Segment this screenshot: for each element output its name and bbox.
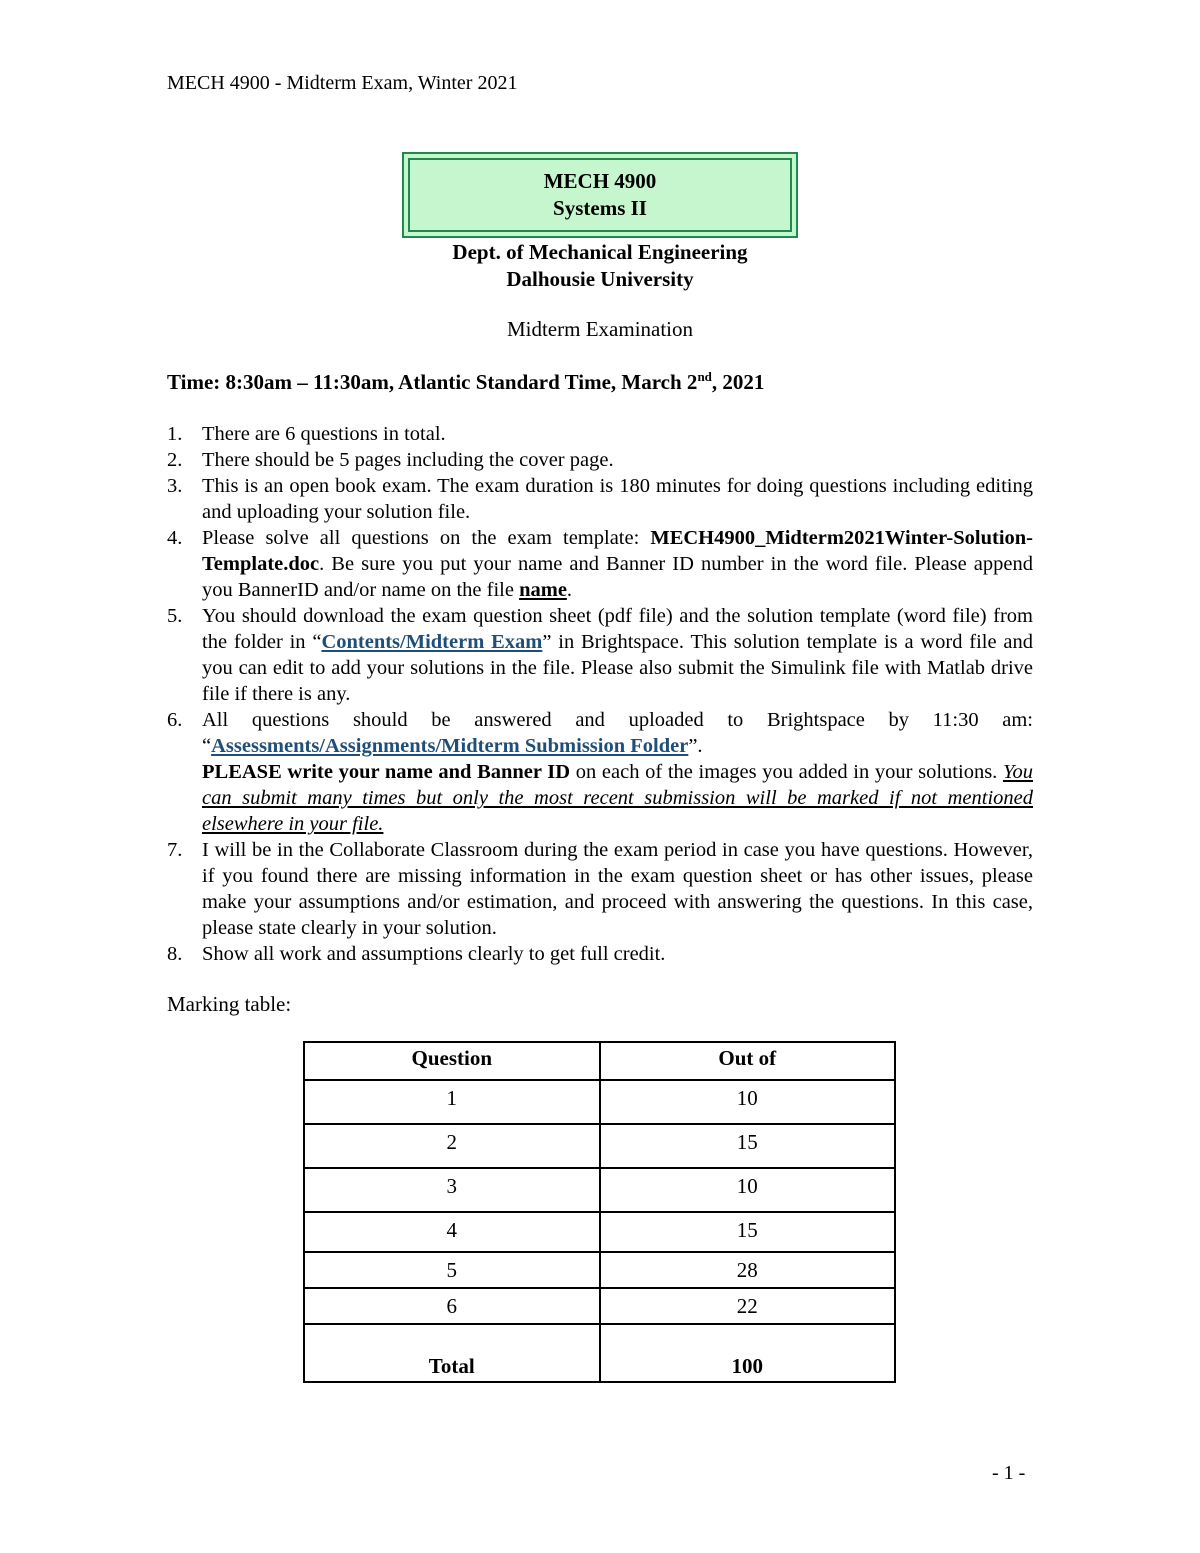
exam-time-suffix: , 2021: [711, 370, 765, 394]
instruction-number: 8.: [167, 943, 183, 965]
running-header: MECH 4900 - Midterm Exam, Winter 2021: [167, 72, 518, 94]
question-cell: 2: [304, 1124, 600, 1168]
out-of-cell: 10: [600, 1168, 896, 1212]
instruction-text: ”.: [688, 735, 703, 757]
instruction-text: . Be sure you put your name and Banner ID number in the word file. Please append you BannerID and/or name on the file: [202, 553, 1033, 601]
column-header-question: Question: [304, 1042, 600, 1080]
table-total-row: [304, 1324, 895, 1382]
instruction-item: [167, 447, 1033, 473]
department-block: [0, 239, 1200, 293]
table-row: [304, 1288, 895, 1324]
instruction-number: 5.: [167, 605, 183, 627]
page-number: - 1 -: [992, 1462, 1026, 1484]
question-cell: 6: [304, 1288, 600, 1324]
exam-time-superscript: nd: [697, 369, 712, 384]
contents-midterm-exam-link[interactable]: Contents/Midterm Exam: [321, 631, 543, 653]
instruction-text: Please solve all questions on the exam template:: [202, 527, 651, 549]
instructions-list: [167, 421, 1033, 967]
table-row: [304, 1124, 895, 1168]
exam-time-prefix: Time: 8:30am – 11:30am, Atlantic Standard Time, March 2: [167, 370, 698, 394]
instruction-text: You should download the exam question sheet (pdf file) and the solution template (word file) from the folder in “: [202, 605, 1033, 653]
table-row: [304, 1168, 895, 1212]
instruction-number: 3.: [167, 475, 183, 497]
table-row: [304, 1252, 895, 1288]
department-name: Dept. of Mechanical Engineering: [452, 240, 748, 264]
out-of-cell: 22: [600, 1288, 896, 1324]
exam-time: [167, 369, 764, 395]
instruction-number: 1.: [167, 423, 183, 445]
instruction-text: Show all work and assumptions clearly to get full credit.: [202, 943, 666, 965]
question-cell: 4: [304, 1212, 600, 1252]
question-cell: 3: [304, 1168, 600, 1212]
total-value-cell: 100: [600, 1324, 896, 1382]
submission-folder-link[interactable]: Assessments/Assignments/Midterm Submission Folder: [211, 735, 689, 757]
table-header-row: [304, 1042, 895, 1080]
template-filename: MECH4900_Midterm2021Winter-Solution-Template.doc: [202, 527, 1033, 575]
submission-note: You can submit many times but only the most recent submission will be marked if not mentioned elsewhere in your file.: [202, 761, 1033, 835]
out-of-cell: 15: [600, 1124, 896, 1168]
file-name-emphasis: name: [519, 579, 567, 601]
university-name: Dalhousie University: [506, 267, 694, 291]
marking-table: [303, 1041, 896, 1383]
instruction-item: [167, 421, 1033, 447]
question-cell: 5: [304, 1252, 600, 1288]
instruction-number: 2.: [167, 449, 183, 471]
instruction-text: on each of the images you added in your solutions.: [570, 761, 1003, 783]
out-of-cell: 10: [600, 1080, 896, 1124]
exam-title: Midterm Examination: [506, 317, 694, 341]
instruction-item: [167, 525, 1033, 603]
instruction-number: 7.: [167, 839, 183, 861]
instruction-text: This is an open book exam. The exam duration is 180 minutes for doing questions including editing and uploading your solution file.: [202, 475, 1033, 523]
instruction-text: ” in Brightspace. This solution template is a word file and you can edit to add your solutions in the file. Please also submit the Simulink file with Matlab drive file if there is any.: [202, 631, 1033, 705]
question-cell: 1: [304, 1080, 600, 1124]
table-row: [304, 1212, 895, 1252]
course-name: Systems II: [553, 196, 647, 220]
course-title-box-inner: [408, 158, 792, 232]
name-banner-notice: PLEASE write your name and Banner ID: [202, 761, 571, 783]
course-code: MECH 4900: [543, 169, 657, 193]
out-of-cell: 15: [600, 1212, 896, 1252]
marking-table-label: Marking table:: [167, 992, 292, 1016]
instruction-text: There should be 5 pages including the cover page.: [202, 449, 614, 471]
table-row: [304, 1080, 895, 1124]
instruction-item: [167, 603, 1033, 707]
column-header-out-of: Out of: [600, 1042, 896, 1080]
out-of-cell: 28: [600, 1252, 896, 1288]
course-title-box: [402, 152, 798, 238]
instruction-item: [167, 473, 1033, 525]
instruction-number: 4.: [167, 527, 183, 549]
instruction-number: 6.: [167, 709, 183, 731]
instruction-text: There are 6 questions in total.: [202, 423, 446, 445]
instruction-text: I will be in the Collaborate Classroom during the exam period in case you have questions. However, if you found there are missing information in the exam question sheet or has other issues, please make your assumptions and/or estimation, and proceed with answering the questions. In this case, please state clearly in your solution.: [202, 839, 1033, 939]
total-label-cell: Total: [304, 1324, 600, 1382]
instruction-item: [167, 941, 1033, 967]
instruction-text: All questions should be answered and uploaded to Brightspace by 11:30 am: “: [202, 709, 1033, 757]
instruction-text: .: [566, 579, 573, 601]
instruction-item: [167, 837, 1033, 941]
instruction-item: [167, 707, 1033, 837]
